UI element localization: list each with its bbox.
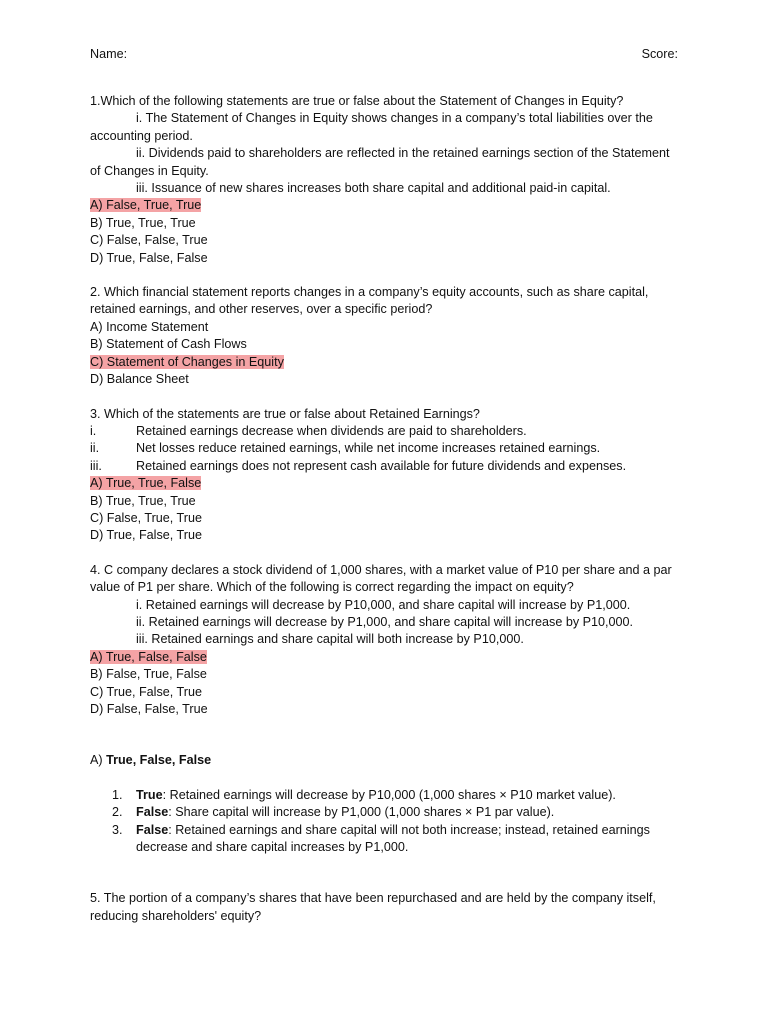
question-stem: 2. Which financial statement reports changes in a company’s equity accounts, such as share capital, retained earnings, and other reserves, over a specific period? bbox=[90, 285, 649, 317]
option-c bbox=[90, 354, 680, 371]
statement-3: iii. Issuance of new shares increases both share capital and additional paid-in capital. bbox=[136, 181, 611, 196]
option-b: B) True, True, True bbox=[90, 215, 196, 230]
option-a bbox=[90, 197, 680, 214]
statement-2: ii. Retained earnings will decrease by P1,000, and share capital will increase by P10,000. bbox=[136, 614, 634, 629]
header bbox=[90, 46, 678, 64]
statement-2: ii. Dividends paid to shareholders are reflected in the retained earnings section of the Statement of Changes in Equity. bbox=[90, 146, 670, 178]
name-label: Name: bbox=[90, 47, 128, 61]
option-d: D) False, False, True bbox=[90, 702, 208, 716]
option-a: A) Income Statement bbox=[90, 319, 209, 334]
option-a bbox=[90, 475, 680, 492]
answer-explanation bbox=[90, 752, 680, 856]
question-1 bbox=[90, 93, 680, 267]
statement-1: i. The Statement of Changes in Equity shows changes in a company’s total liabilities over the accounting period. bbox=[90, 111, 653, 143]
option-c: C) False, False, True bbox=[90, 233, 208, 248]
question-stem: 5. The portion of a company’s shares that have been repurchased and are held by the company itself, reducing shareholders' equity? bbox=[90, 891, 656, 923]
answer-line: A) True, False, False bbox=[90, 753, 212, 768]
statement-3: iii. Retained earnings does not represent cash available for future dividends and expenses. bbox=[90, 458, 627, 473]
question-stem: 1.Which of the following statements are true or false about the Statement of Changes in Equity? bbox=[90, 94, 624, 108]
question-stem: 3. Which of the statements are true or false about Retained Earnings? bbox=[90, 406, 480, 421]
explanation-item-1: 1. True: Retained earnings will decrease by P10,000 (1,000 shares × P10 market value). bbox=[112, 787, 616, 802]
question-2 bbox=[90, 284, 680, 388]
highlighted-answer: C) Statement of Changes in Equity bbox=[90, 354, 284, 369]
option-b: B) True, True, True bbox=[90, 493, 196, 508]
highlighted-answer: A) True, True, False bbox=[90, 476, 202, 491]
option-b: B) False, True, False bbox=[90, 667, 207, 682]
question-stem: 4. C company declares a stock dividend of 1,000 shares, with a market value of P10 per share and a par value of P1 per share. Which of the following is correct regarding the impact on equity? bbox=[90, 562, 672, 595]
highlighted-answer: A) True, False, False bbox=[90, 649, 207, 664]
question-5 bbox=[90, 890, 680, 925]
highlighted-answer: A) False, True, True bbox=[90, 198, 202, 213]
option-b: B) Statement of Cash Flows bbox=[90, 337, 247, 352]
question-4 bbox=[90, 562, 680, 719]
statement-1: i. Retained earnings will decrease by P10,000, and share capital will increase by P1,000. bbox=[136, 597, 631, 612]
statement-2: ii. Net losses reduce retained earnings, while net income increases retained earnings. bbox=[90, 441, 601, 456]
option-d: D) Balance Sheet bbox=[90, 372, 189, 387]
explanation-item-3: 3. False: Retained earnings and share capital will not both increase; instead, retained earnings decrease and share capital increases by P1,000. bbox=[112, 822, 650, 855]
statement-3: iii. Retained earnings and share capital will both increase by P10,000. bbox=[136, 632, 524, 647]
question-list bbox=[90, 93, 680, 925]
option-d: D) True, False, True bbox=[90, 528, 202, 543]
score-label: Score: bbox=[641, 47, 678, 61]
explanation-item-2: 2. False: Share capital will increase by P1,000 (1,000 shares × P1 par value). bbox=[112, 805, 555, 820]
question-3 bbox=[90, 406, 680, 545]
option-d: D) True, False, False bbox=[90, 250, 208, 265]
option-a bbox=[90, 649, 680, 666]
option-c: C) True, False, True bbox=[90, 684, 202, 699]
statement-1: i. Retained earnings decrease when dividends are paid to shareholders. bbox=[90, 423, 527, 438]
option-c: C) False, True, True bbox=[90, 510, 202, 525]
